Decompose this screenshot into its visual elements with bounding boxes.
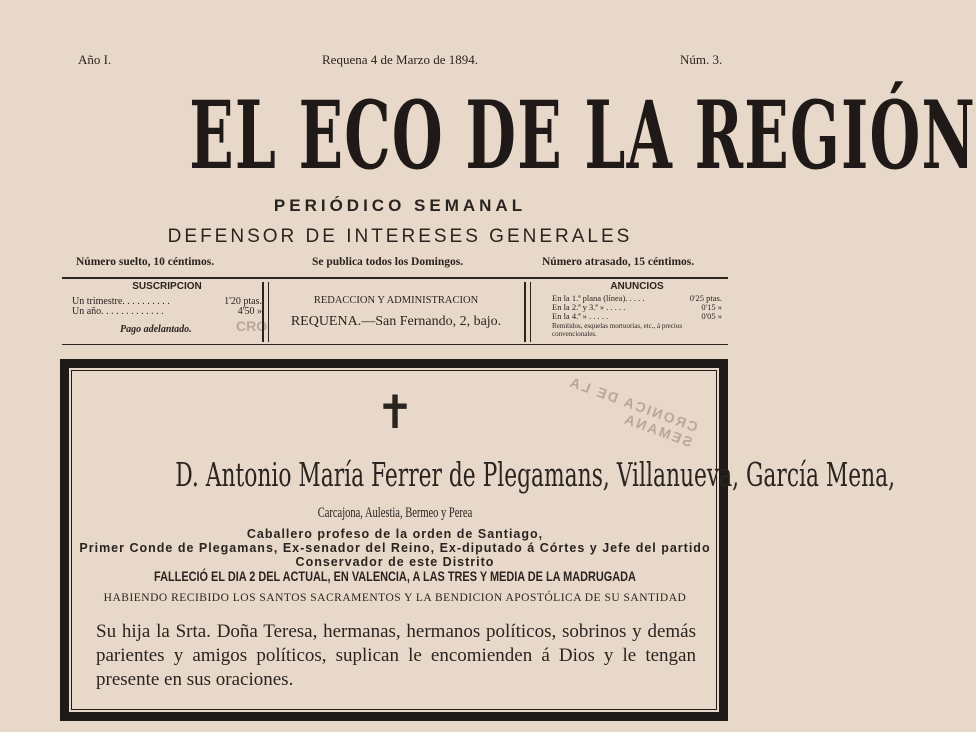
honors-block xyxy=(62,527,728,569)
issue-number: Núm. 3. xyxy=(680,52,723,67)
newspaper-title: EL ECO DE LA REGIÓN xyxy=(189,81,976,191)
ads-line-price: 0'15 » xyxy=(701,302,722,312)
top-rule xyxy=(62,277,728,279)
subscription-box xyxy=(72,281,262,342)
subscription-line xyxy=(72,307,262,317)
year-label: Año I. xyxy=(78,52,112,67)
subscription-line-price: 1'20 ptas. xyxy=(224,296,262,307)
subscription-line-label: Un año. . . . . . . . . . . . . xyxy=(72,306,164,317)
sacraments-line: HABIENDO RECIBIDO LOS SANTOS SACRAMENTOS Y LA BENDICION APOSTÓLICA DE SU SANTIDAD xyxy=(103,592,687,604)
bleed-through-box-text: CRO xyxy=(236,318,268,334)
ads-line-price: 0'25 ptas. xyxy=(689,293,722,303)
honors-line: Primer Conde de Plegamans, Ex-senador del Reino, Ex-diputado á Córtes y Jefe del partido xyxy=(79,541,711,555)
subscription-note: Pago adelantado. xyxy=(120,324,192,335)
publication-day: Se publica todos los Domingos. xyxy=(312,256,464,268)
subscription-title: SUSCRIPCION xyxy=(132,281,202,292)
ads-line-label: En la 4.ª » . . . . . xyxy=(552,311,609,321)
ads-line-label: En la 2.ª y 3.ª » . . . . . xyxy=(552,302,626,312)
office-title: REDACCION Y ADMINISTRACION xyxy=(313,295,479,306)
obituary-message: Su hija la Srta. Doña Teresa, hermanas, hermanos políticos, sobrinos y demás parientes y amigos políticos, suplican le encomienden á Dios y le tengan presente en sus oraciones. xyxy=(96,621,696,690)
column-divider xyxy=(524,282,531,342)
ads-note: Remitidos, esquelas mortuorias, etc., á precios convencionales. xyxy=(552,322,683,338)
subscription-line-price: 4'50 » xyxy=(237,306,262,317)
bottom-rule xyxy=(62,344,728,345)
single-issue-price: Número suelto, 10 céntimos. xyxy=(76,256,215,268)
honors-line: Caballero profeso de la orden de Santiago, xyxy=(246,527,544,541)
ads-line-label: En la 1.ª plana (línea). . . . . xyxy=(552,293,645,303)
cross-icon: ✝ xyxy=(375,387,415,438)
deceased-surnames: Carcajona, Aulestia, Bermeo y Perea xyxy=(317,505,473,521)
honors-line: Conservador de este Distrito xyxy=(295,555,495,569)
bleed-through-text: CRONICA DE LA SEMANA xyxy=(566,373,700,451)
subscription-line-label: Un trimestre. . . . . . . . . . xyxy=(72,296,170,307)
motto: DEFENSOR DE INTERESES GENERALES xyxy=(167,226,633,247)
column-divider xyxy=(262,282,269,342)
ads-line-price: 0'05 » xyxy=(701,311,722,321)
office-box xyxy=(280,281,512,342)
ads-title: ANUNCIOS xyxy=(610,281,664,292)
office-address: REQUENA.—San Fernando, 2, bajo. xyxy=(290,314,502,329)
deceased-name: D. Antonio María Ferrer de Plegamans, Villanueva, García Mena, xyxy=(175,455,896,494)
death-notice: FALLECIÓ EL DIA 2 DEL ACTUAL, EN VALENCIA, A LAS TRES Y MEDIA DE LA MADRUGADA xyxy=(154,568,636,584)
ads-line xyxy=(552,312,722,321)
dateline: Requena 4 de Marzo de 1894. xyxy=(322,52,478,67)
back-issue-price: Número atrasado, 15 céntimos. xyxy=(542,256,695,268)
ads-box xyxy=(552,281,722,342)
subtitle: PERIÓDICO SEMANAL xyxy=(273,196,527,215)
